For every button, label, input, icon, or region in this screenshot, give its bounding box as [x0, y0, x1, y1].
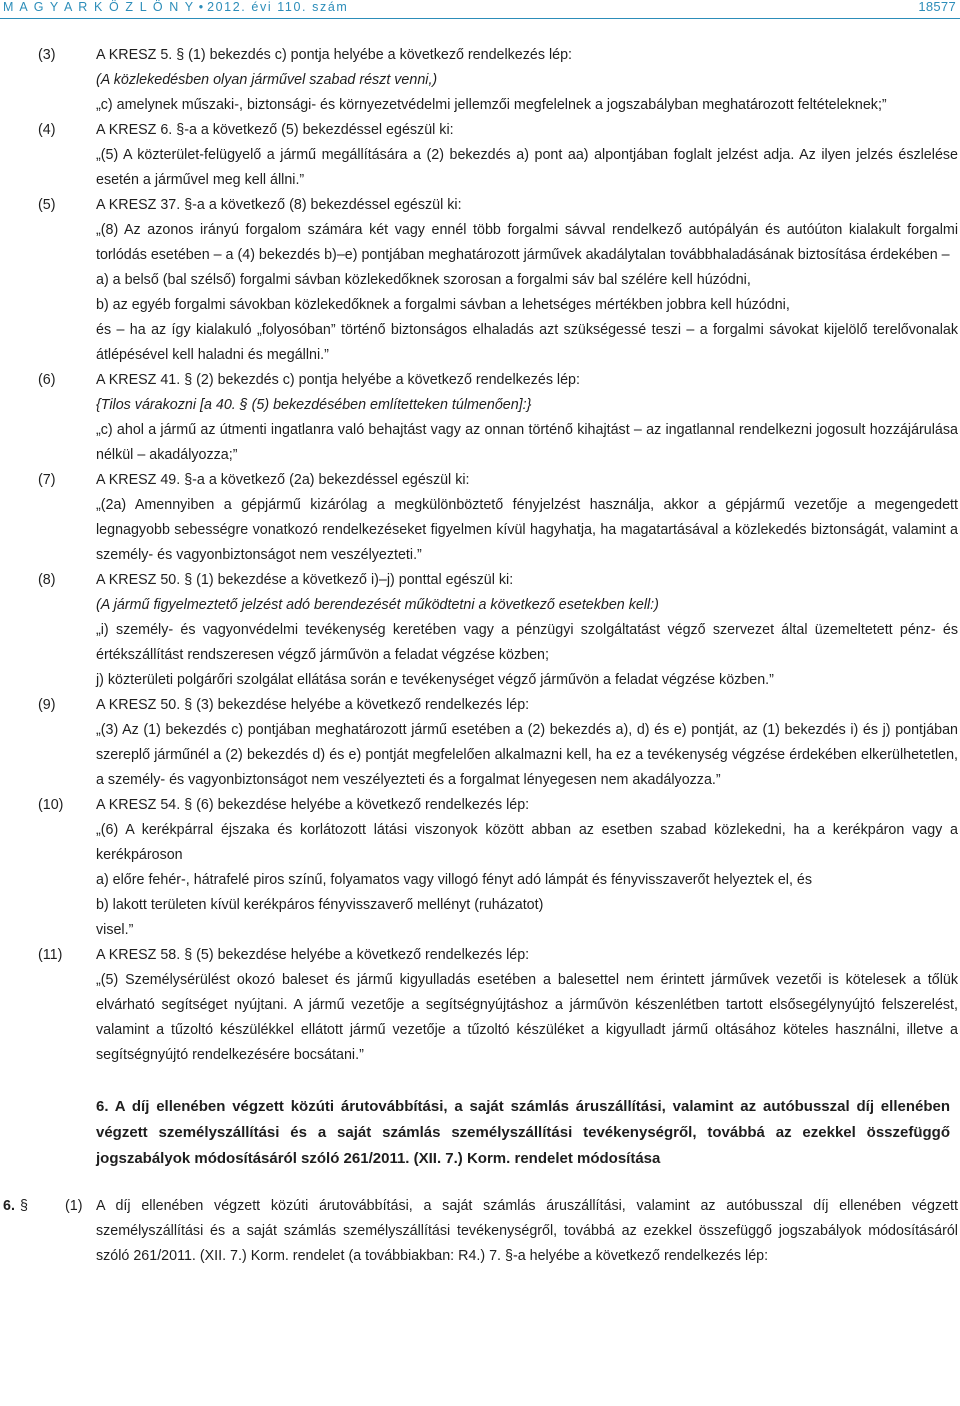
item-text: A KRESZ 6. §-a a következő (5) bekezdéssel egészül ki:: [96, 122, 454, 138]
context-text: (A jármű figyelmeztető jelzést adó berendezését működtetni a következő esetekben kell:): [96, 597, 659, 613]
amendment-item: [0, 193, 960, 218]
provision-text: [0, 493, 960, 568]
item-text: A KRESZ 58. § (5) bekezdése helyébe a következő rendelkezés lép:: [96, 947, 530, 963]
section-paragraph: [0, 1194, 960, 1269]
item-number: (3): [38, 47, 56, 63]
provision-text: [0, 318, 960, 368]
item-text: b) az egyéb forgalmi sávokban közlekedőknek a forgalmi sávban a lehetséges mértékben jobbra kell húzódni,: [96, 297, 790, 313]
header-separator: •: [198, 0, 204, 14]
item-number: (10): [38, 797, 64, 813]
provision-text: [0, 93, 960, 118]
journal-name: M A G Y A R K Ö Z L Ö N Y: [3, 0, 195, 14]
provision-text: [0, 593, 960, 618]
provision-text: [0, 218, 960, 268]
running-header: [0, 0, 960, 16]
item-text: „c) amelynek műszaki-, biztonsági- és környezetvédelmi jellemzői megfelelnek a jogszabályban meghatározott feltételeknek;”: [96, 97, 887, 113]
item-text: j) közterületi polgárőri szolgálat ellátása során e tevékenységet végző járművön a feladat végzése közben.”: [96, 672, 774, 688]
provision-text: [0, 818, 960, 868]
item-number: (4): [38, 122, 56, 138]
item-text: A KRESZ 50. § (3) bekezdése helyébe a következő rendelkezés lép:: [96, 697, 530, 713]
item-text: „(5) A közterület-felügyelő a jármű megállítására a (2) bekezdés a) pont aa) alpontjában foglalt jelzést adja. Az ilyen jelzés észlelése esetén a járművel meg kell állni.”: [96, 147, 958, 188]
item-number: (5): [38, 197, 56, 213]
issue-label: 2012. évi 110. szám: [207, 0, 349, 14]
item-text: „c) ahol a jármű az útmenti ingatlanra való behajtást vagy az onnan történő kihajtást – az ingatlannal rendelkezni jogosult hozzájárulása nélkül – akadályozza;”: [96, 422, 958, 463]
provision-text: [0, 268, 960, 293]
amendment-item: [0, 693, 960, 718]
provision-text: [0, 893, 960, 918]
provision-text: [0, 918, 960, 943]
provision-text: [0, 393, 960, 418]
amendment-item: [0, 468, 960, 493]
item-text: a) a belső (bal szélső) forgalmi sávban közlekedőknek szorosan a forgalmi sáv bal szélére kell húzódni,: [96, 272, 751, 288]
amendment-item: [0, 118, 960, 143]
amendment-list: [0, 43, 960, 1068]
provision-text: [0, 143, 960, 193]
document-body: [0, 43, 960, 1269]
journal-title: [3, 0, 348, 14]
paragraph-number: (1): [65, 1198, 83, 1214]
item-text: A KRESZ 50. § (1) bekezdése a következő i)–j) ponttal egészül ki:: [96, 572, 514, 588]
item-text: a) előre fehér-, hátrafelé piros színű, folyamatos vagy villogó fényt adó lámpát és fényvisszaverőt helyeztek el, és: [96, 872, 812, 888]
spacer: [0, 1172, 960, 1194]
provision-text: [0, 968, 960, 1068]
provision-text: [0, 868, 960, 893]
context-text: {Tilos várakozni [a 40. § (5) bekezdésében említetteken túlmenően]:}: [96, 397, 532, 413]
item-text: „(2a) Amennyiben a gépjármű kizárólag a megkülönböztető fényjelzést használja, akkor a gépjármű vezetője a megengedett legnagyobb sebességre vonatkozó rendelkezéseket figyelmen kívül hagyhatja, ha magatartásával a közlekedés biztonságát, valamint a személy- és vagyonbiztonságot nem veszélyezteti.”: [96, 497, 958, 563]
provision-text: [0, 718, 960, 793]
item-number: (8): [38, 572, 56, 588]
item-text: „(3) Az (1) bekezdés c) pontjában meghatározott jármű esetében a (2) bekezdés a), d) és e) pontját, az (1) bekezdés i) és j) pontjában szereplő járműnél a (2) bekezdés d) és e) pontját megfelelően alkalmazni kell, ha ez a tevékenység végzése érdekében elkerülhetetlen, a személy- és vagyonbiztonságot nem veszélyezteti és a forgalmat lényegesen nem akadályozza.”: [96, 722, 958, 788]
item-text: és – ha az így kialakuló „folyosóban” történő biztonságos elhaladás azt szükségessé teszi – a forgalmi sávokat kijelölő terelővonalak átlépésével kell haladni és megállni.”: [96, 322, 958, 363]
context-text: (A közlekedésben olyan járművel szabad részt venni,): [96, 72, 438, 88]
provision-text: [0, 668, 960, 693]
item-text: A KRESZ 41. § (2) bekezdés c) pontja helyébe a következő rendelkezés lép:: [96, 372, 580, 388]
item-text: b) lakott területen kívül kerékpáros fényvisszaverő mellényt (ruházatot): [96, 897, 544, 913]
section-label: 6.: [3, 1198, 15, 1214]
item-number: (9): [38, 697, 56, 713]
item-number: (6): [38, 372, 56, 388]
amendment-item: [0, 568, 960, 593]
item-text: A KRESZ 37. §-a a következő (8) bekezdéssel egészül ki:: [96, 197, 462, 213]
section-title: 6. A díj ellenében végzett közúti árutovábbítási, a saját számlás áruszállítási, valamint az autóbusszal díj ellenében végzett személyszállítási és a saját számlás személyszállítási tevékenységről, továbbá az ezekkel összefüggő jogszabályok módosításáról szóló 261/2011. (XII. 7.) Korm. rendelet módosítása: [96, 1098, 950, 1167]
item-text: visel.”: [96, 922, 134, 938]
amendment-item: [0, 793, 960, 818]
item-text: „(6) A kerékpárral éjszaka és korlátozott látási viszonyok között abban az esetben szabad közlekedni, ha a kerékpáron vagy a kerékpároson: [96, 822, 958, 863]
item-text: A KRESZ 49. §-a a következő (2a) bekezdéssel egészül ki:: [96, 472, 470, 488]
item-number: (7): [38, 472, 56, 488]
provision-text: [0, 618, 960, 668]
page-number: 18577: [918, 0, 956, 14]
amendment-item: [0, 43, 960, 68]
item-text: A KRESZ 54. § (6) bekezdése helyébe a következő rendelkezés lép:: [96, 797, 530, 813]
spacer: [0, 1068, 960, 1094]
item-number: (11): [38, 947, 63, 963]
provision-text: [0, 293, 960, 318]
item-text: „i) személy- és vagyonvédelmi tevékenység keretében vagy a pénzügyi szolgáltatást végző szervezet által üzemeltetett pénz- és értékszállítást rendszeresen végző járművön a feladat végzése közben;: [96, 622, 958, 663]
section-symbol: §: [20, 1198, 28, 1214]
item-text: „(8) Az azonos irányú forgalom számára két vagy ennél több forgalmi sávval rendelkező autópályán és autóúton kialakult forgalmi torlódás esetében – a (4) bekezdés b)–e) pontjában meghatározott járművek akadálytalan továbbhaladásának biztosítása érdekében –: [96, 222, 958, 263]
amendment-item: [0, 943, 960, 968]
header-rule: [0, 18, 960, 19]
item-text: A KRESZ 5. § (1) bekezdés c) pontja helyébe a következő rendelkezés lép:: [96, 47, 573, 63]
item-text: „(5) Személysérülést okozó baleset és jármű kigyulladás esetében a balesettel nem érintett járművek vezetői is kötelesek a tőlük elvárható segítséget nyújtani. A jármű vezetője a segítségnyújtáshoz a járművön készenlétben tartott elsősegélynyújtó felszerelést, valamint a tűzoltó készülékkel ellátott jármű vezetője a tűzoltó készüléket a kigyulladt jármű oltásához köteles használni, illetve a segítségnyújtó rendelkezésére bocsátani.”: [96, 972, 958, 1063]
provision-text: [0, 418, 960, 468]
amendment-item: [0, 368, 960, 393]
paragraph-text: A díj ellenében végzett közúti árutovábbítási, a saját számlás áruszállítási, valamint az autóbusszal díj ellenében végzett személyszállítási és a saját számlás személyszállítási tevékenységről, továbbá az ezekkel összefüggő jogszabályok módosításáról szóló 261/2011. (XII. 7.) Korm. rendelet (a továbbiakban: R4.) 7. §-a helyébe a következő rendelkezés lép:: [96, 1198, 958, 1264]
provision-text: [0, 68, 960, 93]
